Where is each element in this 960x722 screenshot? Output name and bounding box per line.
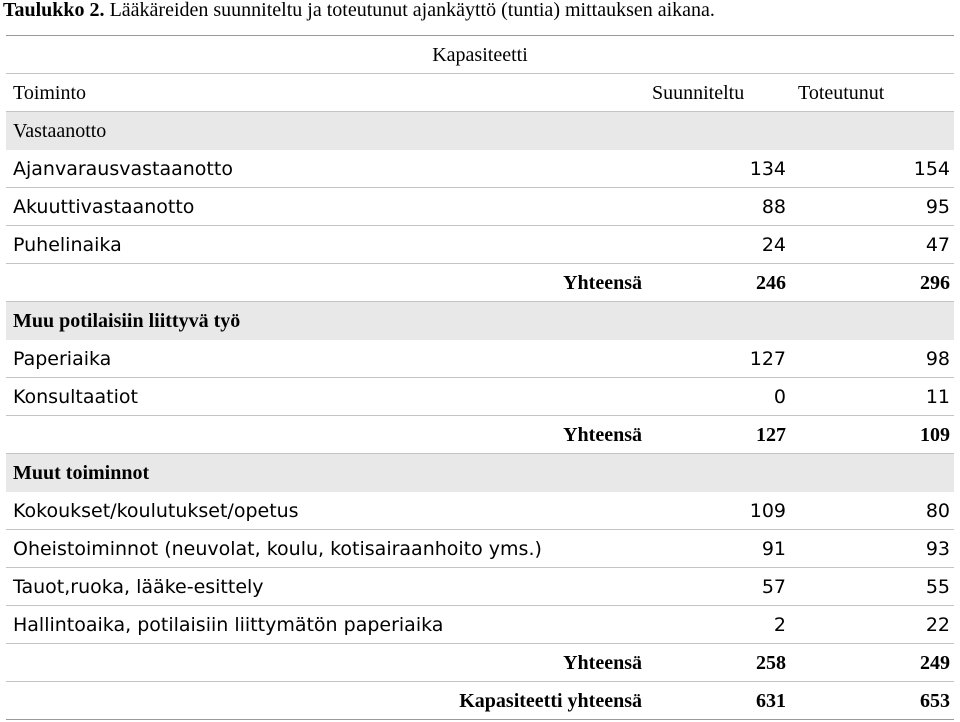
caption-text: Lääkäreiden suunniteltu ja toteutunut ajankäyttö (tuntia) mittauksen aikana.	[104, 0, 715, 21]
subtotal-planned: 127	[756, 424, 786, 446]
row-actual: 55	[925, 576, 950, 598]
grand-total-actual: 653	[920, 690, 950, 712]
capacity-header-row	[6, 36, 954, 74]
subtotal-planned: 246	[756, 272, 786, 294]
row-planned: 0	[773, 386, 786, 408]
table-row	[6, 606, 954, 644]
column-header-actual: Toteutunut	[798, 82, 885, 104]
capacity-table	[6, 35, 954, 720]
table-row	[6, 188, 954, 226]
row-actual: 98	[925, 348, 950, 370]
row-planned: 109	[749, 500, 786, 522]
row-actual: 154	[913, 158, 950, 180]
column-header-planned: Suunniteltu	[652, 82, 745, 104]
table-caption	[3, 0, 715, 20]
subtotal-row	[6, 264, 954, 302]
column-header-row	[6, 74, 954, 112]
section-title: Muu potilaisiin liittyvä työ	[13, 310, 241, 332]
table-row	[6, 226, 954, 264]
subtotal-row	[6, 416, 954, 454]
subtotal-label: Yhteensä	[563, 424, 642, 446]
column-header-activity: Toiminto	[13, 82, 87, 104]
table-row	[6, 568, 954, 606]
row-planned: 2	[773, 614, 786, 636]
row-label: Konsultaatiot	[13, 386, 138, 408]
grand-total-planned: 631	[756, 690, 786, 712]
section-title: Muut toiminnot	[13, 462, 150, 484]
capacity-header: Kapasiteetti	[432, 44, 528, 66]
row-label: Hallintoaika, potilaisiin liittymätön paperiaika	[13, 614, 444, 636]
table-row	[6, 530, 954, 568]
subtotal-label: Yhteensä	[563, 272, 642, 294]
subtotal-row	[6, 644, 954, 682]
row-planned: 88	[761, 196, 786, 218]
row-label: Ajanvarausvastaanotto	[13, 158, 233, 180]
section-title-row	[6, 112, 954, 150]
table-row	[6, 492, 954, 530]
row-planned: 127	[749, 348, 786, 370]
row-actual: 93	[925, 538, 950, 560]
subtotal-actual: 109	[920, 424, 950, 446]
subtotal-actual: 249	[920, 652, 950, 674]
row-actual: 22	[925, 614, 950, 636]
row-planned: 91	[761, 538, 786, 560]
row-actual: 95	[925, 196, 950, 218]
section-title-row	[6, 302, 954, 340]
table-row	[6, 150, 954, 188]
grand-total-label: Kapasiteetti yhteensä	[459, 690, 642, 712]
section-title-row	[6, 454, 954, 492]
section-title: Vastaanotto	[13, 120, 107, 142]
row-planned: 134	[749, 158, 786, 180]
subtotal-label: Yhteensä	[563, 652, 642, 674]
grand-total-row	[6, 682, 954, 720]
row-label: Paperiaika	[13, 348, 112, 370]
subtotal-planned: 258	[756, 652, 786, 674]
row-actual: 11	[925, 386, 950, 408]
row-planned: 24	[761, 234, 786, 256]
row-label: Puhelinaika	[13, 234, 122, 256]
row-actual: 80	[925, 500, 950, 522]
row-label: Akuuttivastaanotto	[13, 196, 195, 218]
table-row	[6, 340, 954, 378]
table-row	[6, 378, 954, 416]
caption-label: Taulukko 2.	[3, 0, 105, 21]
row-planned: 57	[761, 576, 786, 598]
row-label: Kokoukset/koulutukset/opetus	[13, 500, 299, 522]
row-label: Tauot,ruoka, lääke-esittely	[13, 576, 264, 598]
row-label: Oheistoiminnot (neuvolat, koulu, kotisairaanhoito yms.)	[13, 538, 542, 560]
row-actual: 47	[925, 234, 950, 256]
subtotal-actual: 296	[920, 272, 950, 294]
